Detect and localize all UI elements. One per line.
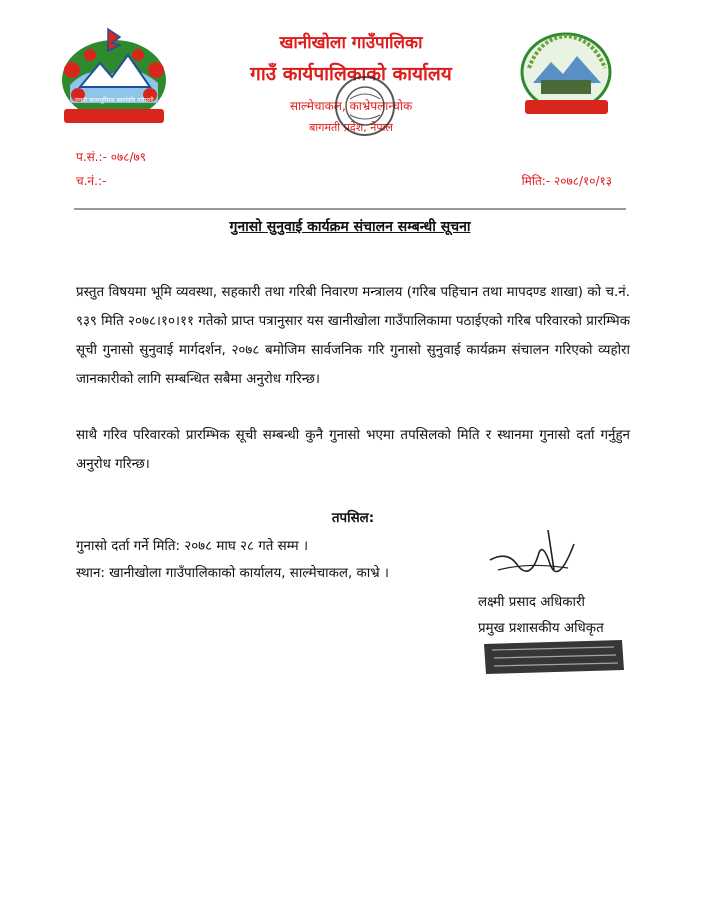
chalani-number: च.नं.:- [76,174,107,188]
office-address: साल्मेचाकल, काभ्रेपलान्चोक [289,99,413,113]
municipality-name: खानीखोला गाउँपालिका [279,33,423,53]
subject-text: गुनासो सुनुवाई कार्यक्रम संचालन सम्बन्धी सूचना [229,219,471,235]
office-province: बागमती प्रदेश, नेपाल [309,121,393,134]
emblem-left-caption: जननी जन्मभूमिश्च स्वर्गादपि गरीयसी [74,97,154,104]
nepal-emblem-icon [50,25,178,130]
office-seal-icon [310,75,420,137]
body-paragraph-1: प्रस्तुत विषयमा भूमि व्यवस्था, सहकारी तथा गरिबी निवारण मन्त्रालय (गरिब पहिचान तथा मापदण्ड शाखा) को च.नं. ९३९ मिति २०७८।१०।११ गतेको प्राप्त पत्रानुसार यस खानीखोला गाउँपालिकामा पठाईएको गरिब परिवारको प्रारम्भिक सूची गुनासो सुनुवाई मार्गदर्शन, २०७८ बमोजिम सार्वजनिक गरि गुनासो सुनुवाई कार्यक्रम संचालन गरिएको व्यहोरा जानकारीको लागि सम्बन्धित सबैमा अनुरोध गरिन्छ। [76,285,630,387]
subject-heading [74,217,626,236]
signature-icon [478,520,588,590]
signatory-title: प्रमुख प्रशासकीय अधिकृत [478,621,604,636]
signatory-name: लक्ष्मी प्रसाद अधिकारी [478,595,585,610]
body-paragraph-2: साथै गरिव परिवारको प्रारम्भिक सूची सम्बन्धी कुनै गुनासो भएमा तपसिलको मिति र स्थानमा गुनासो दर्ता गर्नुहुन अनुरोध गरिन्छ। [76,428,630,472]
details-heading: तपसिल: [331,511,375,526]
letter-date: मिति:- २०७८/१०/१३ [521,174,612,188]
office-name: गाउँ कार्यपालिकाको कार्यालय [250,63,452,85]
registration-date-line: गुनासो दर्ता गर्ने मिति: २०७८ माघ २८ गते सम्म । [76,539,309,554]
header-divider [74,208,626,210]
municipality-logo-icon [515,28,618,123]
patra-sankhya: प.सं.:- ०७८/७९ [76,150,146,164]
location-line: स्थान: खानीखोला गाउँपालिकाको कार्यालय, साल्मेचाकल, काभ्रे । [76,566,389,581]
designation-stamp-icon [478,636,628,678]
